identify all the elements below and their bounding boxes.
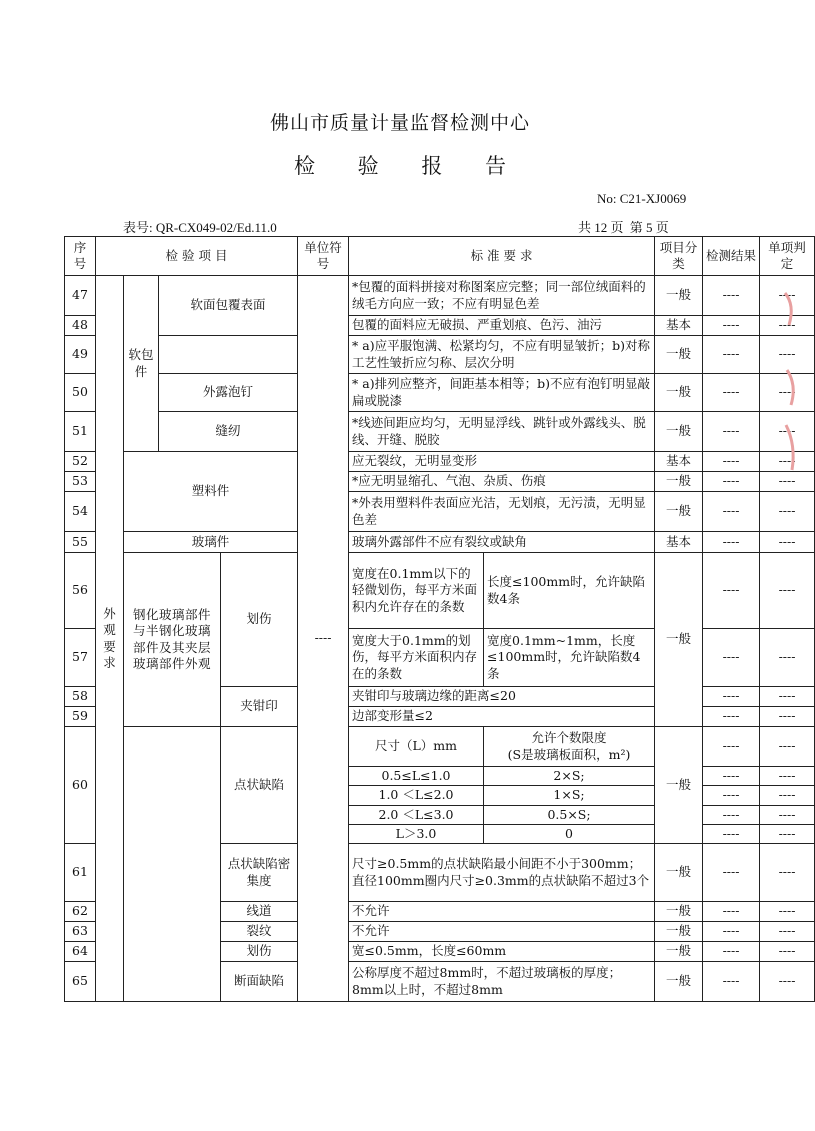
row-seq: 47 <box>65 276 96 316</box>
category: 一般 <box>655 902 703 922</box>
group-appearance: 外观要求 <box>96 276 124 1002</box>
verdict: ---- <box>760 532 815 553</box>
standard-text: 宽≤0.5mm，长度≤60mm <box>349 942 655 962</box>
standard-text: * a)排列应整齐，间距基本相等；b)不应有泡钉明显敲扁或脱漆 <box>349 374 655 412</box>
row-seq: 48 <box>65 316 96 336</box>
result: ---- <box>703 942 760 962</box>
verdict: ---- <box>760 844 815 902</box>
unit-dash-upper: ---- <box>298 276 349 1002</box>
verdict: ---- <box>760 374 815 412</box>
standard-text: *外表用塑料件表面应光洁，无划痕，无污渍，无明显色差 <box>349 492 655 532</box>
category: 一般 <box>655 942 703 962</box>
verdict: ---- <box>760 942 815 962</box>
group-soft-pack: 软包件 <box>124 276 159 452</box>
verdict: ---- <box>760 687 815 707</box>
group-break-defect: 断面缺陷 <box>221 962 298 1002</box>
result: ---- <box>703 374 760 412</box>
group-line: 线道 <box>221 902 298 922</box>
result: ---- <box>703 316 760 336</box>
standard-text: 边部变形量≤2 <box>349 707 655 727</box>
result: ---- <box>703 532 760 553</box>
group-scratch-2: 划伤 <box>221 942 298 962</box>
inspection-table <box>64 236 815 1002</box>
row-seq: 60 <box>65 727 96 844</box>
result: ---- <box>703 412 760 452</box>
verdict: ---- <box>760 553 815 629</box>
standard-text: 不允许 <box>349 902 655 922</box>
category-56-59: 一般 <box>655 553 703 727</box>
header-verdict: 单项判定 <box>760 237 815 276</box>
row-seq: 56 <box>65 553 96 629</box>
verdict: ---- <box>760 472 815 492</box>
count-value: 0 <box>484 824 655 843</box>
result: ---- <box>703 276 760 316</box>
page-info <box>578 217 672 236</box>
category: 一般 <box>655 727 703 844</box>
count-value: 1×S; <box>484 786 655 805</box>
table-row <box>65 412 815 452</box>
standard-text-a: 宽度在0.1mm以下的轻微划伤，每平方米面积内允许存在的条数 <box>349 553 484 629</box>
row-seq: 49 <box>65 336 96 374</box>
group-crack: 裂纹 <box>221 922 298 942</box>
category: 基本 <box>655 316 703 336</box>
group-sewing: 缝纫 <box>159 412 298 452</box>
group-tempered-glass: 钢化玻璃部件与半钢化玻璃部件及其夹层玻璃部件外观 <box>124 553 221 727</box>
row-seq: 52 <box>65 452 96 472</box>
size-header: 尺寸（L）mm <box>349 727 484 767</box>
result: ---- <box>703 844 760 902</box>
size-value: L＞3.0 <box>349 824 484 843</box>
standard-text-a: 宽度大于0.1mm的划伤，每平方米面积内存在的条数 <box>349 629 484 687</box>
header-standard: 标 准 要 求 <box>349 237 655 276</box>
seal-stroke <box>785 293 791 325</box>
row-seq: 51 <box>65 412 96 452</box>
verdict: ---- <box>760 452 815 472</box>
verdict: ---- <box>760 492 815 532</box>
standard-text-b: 宽度0.1mm~1mm，长度≤100mm时，允许缺陷数4条 <box>484 629 655 687</box>
result: ---- <box>703 492 760 532</box>
row-seq: 53 <box>65 472 96 492</box>
row-seq: 55 <box>65 532 96 553</box>
standard-text: 尺寸≥0.5mm的点状缺陷最小间距不小于300mm；直径100mm圈内尺寸≥0.3mm的点状缺陷不超过3个 <box>349 844 655 902</box>
organization-title: 佛山市质量计量监督检测中心 <box>269 112 530 134</box>
row-seq: 61 <box>65 844 96 902</box>
result: ---- <box>703 336 760 374</box>
group-scratch: 划伤 <box>221 553 298 687</box>
count-header-note: (S是玻璃板面积，m²) <box>507 746 631 762</box>
standard-text: 不允许 <box>349 922 655 942</box>
group-glass: 玻璃件 <box>124 532 298 553</box>
result: ---- <box>703 767 760 786</box>
row-seq: 59 <box>65 707 96 727</box>
category: 一般 <box>655 492 703 532</box>
result: ---- <box>703 553 760 629</box>
verdict: ---- <box>760 824 815 843</box>
page-total: 共 12 页 <box>578 220 624 235</box>
row-seq: 58 <box>65 687 96 707</box>
result: ---- <box>703 687 760 707</box>
group-nails: 外露泡钉 <box>159 374 298 412</box>
standard-text-b: 长度≤100mm时，允许缺陷数4条 <box>484 553 655 629</box>
verdict: ---- <box>760 805 815 824</box>
table-row <box>65 276 815 316</box>
size-value: 1.0 ＜L≤2.0 <box>349 786 484 805</box>
category: 一般 <box>655 472 703 492</box>
verdict: ---- <box>760 727 815 767</box>
table-row <box>65 553 815 629</box>
table-row <box>65 727 815 767</box>
row-seq: 50 <box>65 374 96 412</box>
header-seq: 序号 <box>65 237 96 276</box>
result: ---- <box>703 727 760 767</box>
result: ---- <box>703 805 760 824</box>
seal-fragment <box>783 285 800 475</box>
standard-text: *应无明显缩孔、气泡、杂质、伤痕 <box>349 472 655 492</box>
row-seq: 63 <box>65 922 96 942</box>
category: 一般 <box>655 276 703 316</box>
result: ---- <box>703 786 760 805</box>
category: 基本 <box>655 532 703 553</box>
seal-stroke <box>787 370 793 405</box>
blank-cell <box>124 727 221 1002</box>
standard-text: * a)应平服饱满、松紧均匀，不应有明显皱折；b)对称工艺性皱折应匀称、层次分明 <box>349 336 655 374</box>
result: ---- <box>703 707 760 727</box>
verdict: ---- <box>760 412 815 452</box>
table-row <box>65 336 815 374</box>
size-value: 0.5≤L≤1.0 <box>349 767 484 786</box>
table-header <box>65 237 815 276</box>
group-point-defect: 点状缺陷 <box>221 727 298 844</box>
result: ---- <box>703 922 760 942</box>
result: ---- <box>703 902 760 922</box>
row-seq: 57 <box>65 629 96 687</box>
header-item: 检 验 项 目 <box>96 237 298 276</box>
category: 一般 <box>655 844 703 902</box>
verdict: ---- <box>760 316 815 336</box>
verdict: ---- <box>760 707 815 727</box>
table-row <box>65 374 815 412</box>
verdict: ---- <box>760 786 815 805</box>
verdict: ---- <box>760 922 815 942</box>
header-category: 项目分类 <box>655 237 703 276</box>
report-number: No: C21-XJ0069 <box>597 191 687 206</box>
category: 一般 <box>655 922 703 942</box>
verdict: ---- <box>760 902 815 922</box>
verdict: ---- <box>760 962 815 1002</box>
form-number: 表号: QR-CX049-02/Ed.11.0 <box>123 220 277 235</box>
standard-text: *包覆的面料拼接对称图案应完整；同一部位绒面料的绒毛方向应一致；不应有明显色差 <box>349 276 655 316</box>
standard-text: 夹钳印与玻璃边缘的距离≤20 <box>349 687 655 707</box>
result: ---- <box>703 962 760 1002</box>
verdict: ---- <box>760 336 815 374</box>
table-row <box>65 532 815 553</box>
group-point-density: 点状缺陷密集度 <box>221 844 298 902</box>
header-unit: 单位符号 <box>298 237 349 276</box>
header-result: 检测结果 <box>703 237 760 276</box>
standard-text: 玻璃外露部件不应有裂纹或缺角 <box>349 532 655 553</box>
category: 一般 <box>655 962 703 1002</box>
result: ---- <box>703 824 760 843</box>
result: ---- <box>703 472 760 492</box>
category: 一般 <box>655 412 703 452</box>
result: ---- <box>703 452 760 472</box>
category: 一般 <box>655 336 703 374</box>
count-header-title: 允许个数限度 <box>531 730 607 746</box>
standard-text: 公称厚度不超过8mm时，不超过玻璃板的厚度；8mm以上时，不超过8mm <box>349 962 655 1002</box>
report-title: 检 验 报 告 <box>293 154 525 178</box>
count-value: 0.5×S; <box>484 805 655 824</box>
standard-text: *线迹间距应均匀，无明显浮线、跳针或外露线头、脱线、开缝、脱胶 <box>349 412 655 452</box>
seal-stroke <box>786 425 793 470</box>
verdict: ---- <box>760 276 815 316</box>
blank-cell <box>159 336 298 374</box>
size-value: 2.0 ＜L≤3.0 <box>349 805 484 824</box>
count-header <box>484 727 655 767</box>
row-seq: 62 <box>65 902 96 922</box>
group-soft-surface: 软面包覆表面 <box>159 276 298 336</box>
table-row <box>65 452 815 472</box>
verdict: ---- <box>760 767 815 786</box>
count-value: 2×S; <box>484 767 655 786</box>
category: 基本 <box>655 452 703 472</box>
row-seq: 54 <box>65 492 96 532</box>
row-seq: 64 <box>65 942 96 962</box>
page-current: 第 5 页 <box>629 220 669 235</box>
category: 一般 <box>655 374 703 412</box>
standard-text: 应无裂纹，无明显变形 <box>349 452 655 472</box>
verdict: ---- <box>760 629 815 687</box>
group-plastic: 塑料件 <box>124 452 298 532</box>
group-clamp: 夹钳印 <box>221 687 298 727</box>
result: ---- <box>703 629 760 687</box>
standard-text: 包覆的面料应无破损、严重划痕、色污、油污 <box>349 316 655 336</box>
row-seq: 65 <box>65 962 96 1002</box>
